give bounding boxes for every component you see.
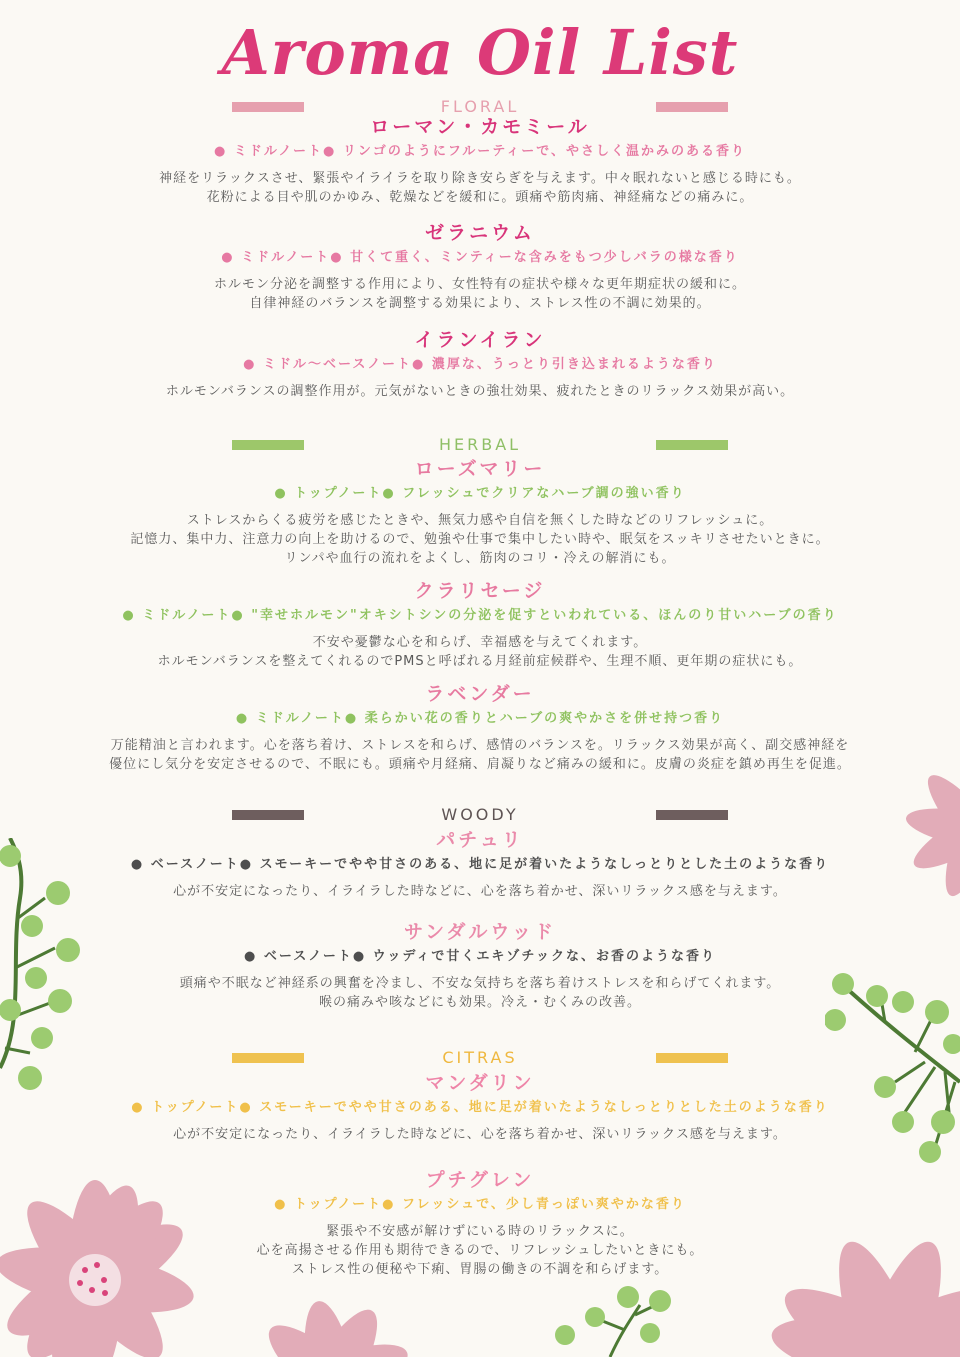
description-line: 記憶力、集中力、注意力の向上を助けるので、勉強や仕事で集中したい時や、眠気をスッキリさせたいときに。 xyxy=(130,532,830,547)
oil-name: ローマン・カモミール xyxy=(370,116,590,138)
oil-note: ● ベースノート● スモーキーでやや甘さのある、地に足が着いたようなしっとりとした土のような香り xyxy=(130,857,830,872)
category-label: HERBAL xyxy=(438,435,522,454)
oil-description xyxy=(0,275,960,313)
oil-description xyxy=(0,169,960,207)
oil-description xyxy=(0,736,960,774)
oil-entry-roman-chamomile xyxy=(0,114,960,207)
category-divider-right xyxy=(656,440,728,450)
oil-name: クラリセージ xyxy=(414,580,546,602)
oil-name: イランイラン xyxy=(414,329,546,351)
oil-description xyxy=(0,882,960,901)
description-line: 自律神経のバランスを調整する効果により、ストレス性の不調に効果的。 xyxy=(249,296,711,311)
oil-entry-geranium xyxy=(0,220,960,313)
oil-entry-sandalwood xyxy=(0,919,960,1012)
page-title: Aroma Oil List xyxy=(221,16,739,89)
description-line: ホルモンバランスの調整作用が。元気がないときの強壮効果、疲れたときのリラックス効果が高い。 xyxy=(165,384,795,399)
description-line: 神経をリラックスさせ、緊張やイライラを取り除き安らぎを与えます。中々眠れないと感じる時にも。 xyxy=(159,171,801,186)
oil-name: パチュリ xyxy=(436,829,524,851)
oil-name: サンダルウッド xyxy=(404,921,556,943)
category-header-herbal xyxy=(0,434,960,458)
oil-name: ローズマリー xyxy=(414,458,546,480)
oil-name: ゼラニウム xyxy=(425,222,535,244)
description-line: 不安や憂鬱な心を和らげ、幸福感を与えてくれます。 xyxy=(312,635,648,650)
category-header-woody xyxy=(0,804,960,828)
oil-name: プチグレン xyxy=(425,1169,535,1191)
oil-entry-patchouli xyxy=(0,827,960,901)
oil-note: ● ミドルノート● 柔らかい花の香りとハーブの爽やかさを併せ持つ香り xyxy=(235,711,725,726)
description-line: 緊張や不安感が解けずにいる時のリラックスに。 xyxy=(326,1224,634,1239)
oil-entry-mandarin xyxy=(0,1070,960,1144)
category-divider-right xyxy=(656,1053,728,1063)
oil-note: ● トップノート● スモーキーでやや甘さのある、地に足が着いたようなしっとりとした土のような香り xyxy=(131,1100,829,1115)
description-line: 喉の痛みや咳などにも効果。冷え・むくみの改善。 xyxy=(318,995,641,1010)
category-label: CITRAS xyxy=(442,1048,518,1067)
oil-description xyxy=(0,382,960,401)
oil-entry-rosemary xyxy=(0,456,960,568)
oil-name: マンダリン xyxy=(425,1072,535,1094)
oil-entry-lavender xyxy=(0,681,960,774)
oil-name: ラベンダー xyxy=(425,683,535,705)
description-line: 花粉による目や肌のかゆみ、乾燥などを緩和に。頭痛や筋肉痛、神経痛などの痛みに。 xyxy=(206,190,754,205)
oil-description xyxy=(0,633,960,671)
oil-note: ● ミドル～ベースノート● 濃厚な、うっとり引き込まれるような香り xyxy=(243,357,717,372)
oil-entry-petitgrain xyxy=(0,1167,960,1279)
oil-note: ● トップノート● フレッシュでクリアなハーブ調の強い香り xyxy=(274,486,686,501)
description-line: 頭痛や不眠など神経系の興奮を冷まし、不安な気持ちを落ち着けストレスを和らげてくれます。 xyxy=(179,976,781,991)
description-line: ストレスからくる疲労を感じたときや、無気力感や自信を無くした時などのリフレッシュに。 xyxy=(186,513,774,528)
description-line: リンパや血行の流れをよくし、筋肉のコリ・冷えの解消にも。 xyxy=(284,551,676,566)
description-line: 心が不安定になったり、イライラした時などに、心を落ち着かせ、深いリラックス感を与えます。 xyxy=(173,884,787,899)
oil-description xyxy=(0,511,960,568)
branch-bottom-decoration xyxy=(540,1285,680,1357)
description-line: ホルモンバランスを整えてくれるのでPMSと呼ばれる月経前症候群や、生理不順、更年期の症状にも。 xyxy=(157,654,803,669)
oil-note: ● ミドルノート● リンゴのようにフルーティーで、やさしく温かみのある香り xyxy=(213,144,746,159)
flower-bottom-center-decoration xyxy=(262,1290,432,1357)
category-label: WOODY xyxy=(441,805,519,824)
description-line: 万能精油と言われます。心を落ち着け、ストレスを和らげ、感情のバランスを。リラックス効果が高く、副交感神経を xyxy=(110,738,850,753)
category-divider-right xyxy=(656,102,728,112)
oil-entry-clary-sage xyxy=(0,578,960,671)
oil-note: ● ミドルノート● "幸せホルモン"オキシトシンの分泌を促すといわれている、ほんのり甘いハーブの香り xyxy=(122,608,838,623)
description-line: ホルモン分泌を調整する作用により、女性特有の症状や様々な更年期症状の緩和に。 xyxy=(213,277,746,292)
oil-description xyxy=(0,1222,960,1279)
description-line: 心を高揚させる作用も期待できるので、リフレッシュしたいときにも。 xyxy=(256,1243,704,1258)
category-divider-right xyxy=(656,810,728,820)
oil-entry-ylang-ylang xyxy=(0,327,960,401)
oil-description xyxy=(0,1125,960,1144)
category-header-citras xyxy=(0,1047,960,1071)
oil-note: ● ミドルノート● 甘くて重く、ミンティーな含みをもつ少しバラの様な香り xyxy=(221,250,739,265)
description-line: ストレス性の便秘や下痢、胃腸の働きの不調を和らげます。 xyxy=(291,1262,669,1277)
category-label: FLORAL xyxy=(440,97,520,116)
description-line: 優位にし気分を安定させるので、不眠にも。頭痛や月経痛、肩凝りなど痛みの緩和に。皮膚の炎症を鎮め再生を促進。 xyxy=(109,757,851,772)
oil-note: ● トップノート● フレッシュで、少し青っぽい爽やかな香り xyxy=(274,1197,686,1212)
description-line: 心が不安定になったり、イライラした時などに、心を落ち着かせ、深いリラックス感を与えます。 xyxy=(173,1127,787,1142)
oil-note: ● ベースノート● ウッディで甘くエキゾチックな、お香のような香り xyxy=(243,949,716,964)
oil-description xyxy=(0,974,960,1012)
